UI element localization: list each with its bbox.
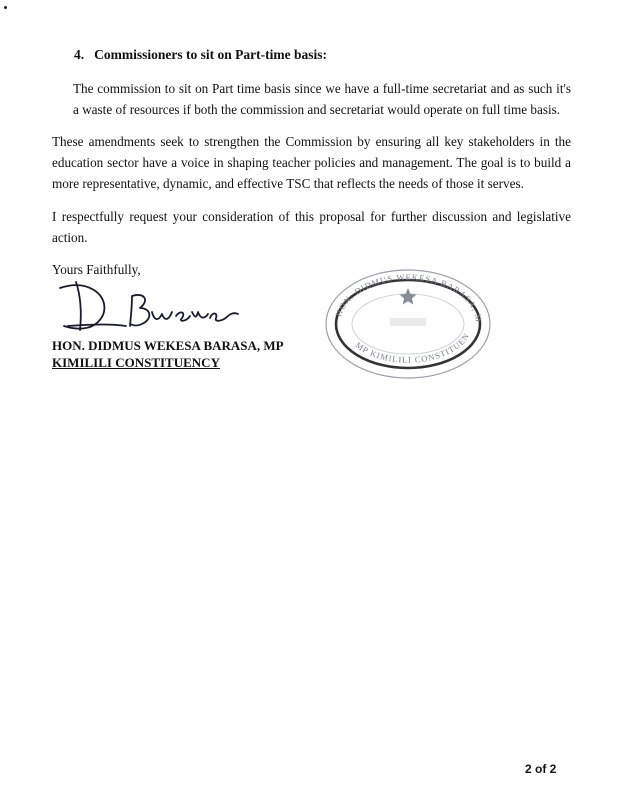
official-stamp [318,262,498,387]
stamp-star-icon [400,288,417,305]
scan-speck [4,6,7,9]
handwritten-signature [54,274,244,341]
amendments-paragraph: These amendments seek to strengthen the Commission by ensuring all key stakeholders in the education sector have a voice in shaping teacher policies and management. The goal is to build a more representative, dynamic, and effective TSC that reflects the needs of those it serves. [52,134,571,191]
section-heading [74,47,327,63]
stamp-bottom-text: MP KIMILILI CONSTITUEN [353,330,472,365]
signer-constituency: KIMILILI CONSTITUENCY [52,355,220,370]
section-title: Commissioners to sit on Part-time basis: [94,47,327,62]
section-paragraph: The commission to sit on Part time basis since we have a full-time secretariat and as such it's a waste of resources if both the commission and secretariat would operate on full time basis. [73,81,571,117]
signer-name: HON. DIDMUS WEKESA BARASA, MP [52,338,284,353]
page-number: 2 of 2 [525,762,557,776]
svg-text:HON. DIDMUS WEKESA BARASA, M.P [318,262,484,323]
section-number: 4. [74,47,85,62]
closing-salutation: Yours Faithfully, [52,262,141,277]
stamp-outer-text: HON. DIDMUS WEKESA BARASA, M [333,271,485,324]
request-paragraph: I respectfully request your consideration of this proposal for further discussion and legislative action. [52,209,571,245]
